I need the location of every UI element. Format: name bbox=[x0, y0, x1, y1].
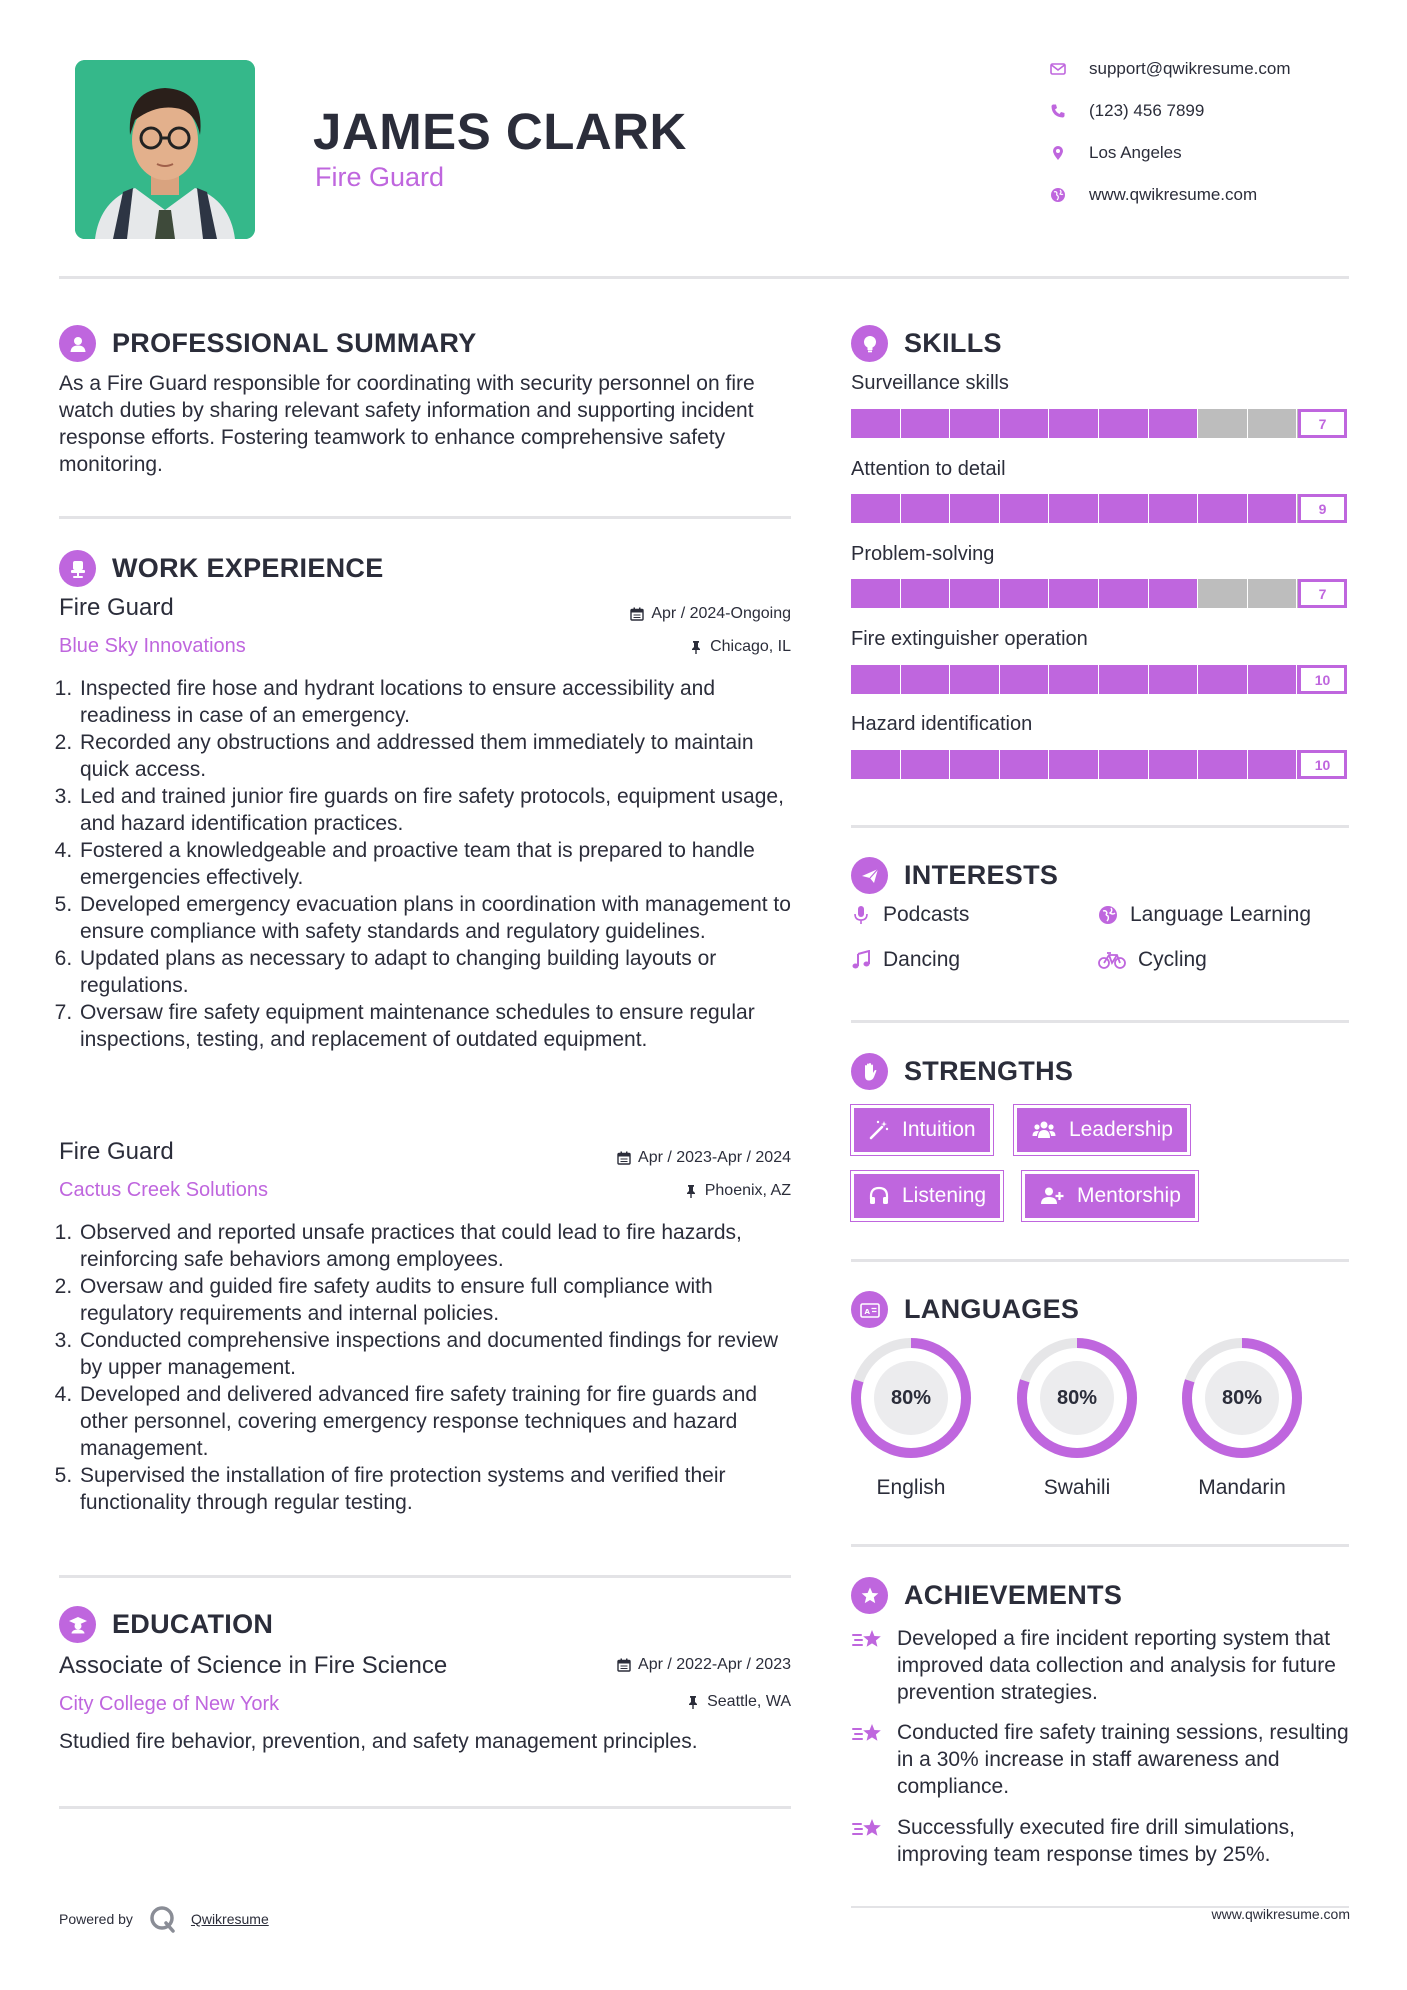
interests-heading: INTERESTS bbox=[904, 860, 1059, 890]
experience-divider bbox=[59, 1575, 791, 1578]
skill-label: Fire extinguisher operation bbox=[851, 628, 1088, 650]
skill-bar-segment bbox=[1000, 579, 1050, 608]
achievement-item bbox=[851, 1625, 1351, 1706]
job-1-location bbox=[689, 638, 791, 656]
summary-text: As a Fire Guard responsible for coordinating with security personnel on fire watch duties by sharing relevant safety information and supporting incident response efforts. Fostering teamwork to enhance comprehensive safety monitoring. bbox=[59, 372, 755, 476]
skill-bar-segment bbox=[1099, 750, 1149, 779]
strengths-divider bbox=[851, 1259, 1349, 1262]
job-2-title: Fire Guard bbox=[59, 1138, 174, 1165]
education-dates-text: Apr / 2022-Apr / 2023 bbox=[638, 1656, 791, 1673]
contact-phone[interactable] bbox=[1050, 96, 1204, 126]
skill-value: 9 bbox=[1298, 494, 1347, 523]
language-swahili bbox=[1015, 1336, 1139, 1499]
skill-bar-segment bbox=[950, 579, 1000, 608]
skills-heading: SKILLS bbox=[904, 328, 1002, 358]
education-location-text: Seattle, WA bbox=[707, 1693, 791, 1710]
skill-bar-segment bbox=[901, 665, 951, 694]
skill-bar-segment bbox=[1149, 409, 1199, 438]
users-icon bbox=[1031, 1119, 1057, 1141]
job-1-bullet: 7. Oversaw fire safety equipment maintenance schedules to ensure regular inspections, testing, and replacement of outdated equipment. bbox=[78, 999, 798, 1053]
job-2-bullet: 3. Conducted comprehensive inspections and documented findings for review by upper management. bbox=[78, 1327, 798, 1381]
job-1-bullet: 5. Developed emergency evacuation plans in coordination with management to ensure compliance with safety standards and regulatory guidelines. bbox=[78, 891, 798, 945]
strength-listening bbox=[851, 1171, 1003, 1221]
section-languages bbox=[851, 1291, 1079, 1328]
globe-icon bbox=[1098, 905, 1118, 925]
skill-bar bbox=[851, 579, 1347, 608]
experience-heading: WORK EXPERIENCE bbox=[112, 553, 384, 583]
strengths-heading: STRENGTHS bbox=[904, 1056, 1074, 1086]
candidate-role: Fire Guard bbox=[315, 162, 445, 192]
summary-heading: PROFESSIONAL SUMMARY bbox=[112, 328, 477, 358]
strength-intuition bbox=[851, 1105, 993, 1155]
education-location bbox=[686, 1693, 791, 1711]
job-1-bullet: 3. Led and trained junior fire guards on fire safety protocols, equipment usage, and hazard identification practices. bbox=[78, 783, 798, 837]
music-note-icon bbox=[851, 950, 871, 970]
interest-label: Language Learning bbox=[1130, 903, 1312, 926]
skill-bar-segment bbox=[1198, 494, 1248, 523]
interest-cycling bbox=[1098, 948, 1207, 972]
job-2-dates bbox=[617, 1149, 791, 1167]
contact-email[interactable] bbox=[1050, 54, 1291, 84]
education-degree: Associate of Science in Fire Science bbox=[59, 1652, 448, 1679]
office-chair-icon bbox=[59, 550, 96, 587]
skill-bar-segment bbox=[851, 409, 901, 438]
skill-bar-segment bbox=[1198, 409, 1248, 438]
achievements-heading: ACHIEVEMENTS bbox=[904, 1580, 1123, 1610]
powered-by-text: Powered by bbox=[59, 1911, 133, 1927]
strength-label: Listening bbox=[902, 1184, 987, 1207]
skill-bar-segment bbox=[901, 409, 951, 438]
skill-value: 10 bbox=[1298, 665, 1347, 694]
skill-bar-segment bbox=[1000, 665, 1050, 694]
paper-plane-icon bbox=[851, 857, 888, 894]
job-2-dates-text: Apr / 2023-Apr / 2024 bbox=[638, 1149, 791, 1166]
languages-divider bbox=[851, 1544, 1349, 1547]
skill-bar-segment bbox=[851, 579, 901, 608]
education-school: City College of New York bbox=[59, 1693, 280, 1715]
skill-bar-segment bbox=[1099, 494, 1149, 523]
job-1-bullets bbox=[58, 675, 798, 1053]
skill-bar-segment bbox=[1000, 494, 1050, 523]
section-interests bbox=[851, 857, 1058, 894]
strength-label: Leadership bbox=[1069, 1118, 1173, 1141]
job-1-title: Fire Guard bbox=[59, 594, 174, 621]
job-1-bullet: 2. Recorded any obstructions and addressed them immediately to maintain quick access. bbox=[78, 729, 798, 783]
language-mandarin bbox=[1180, 1336, 1304, 1499]
interest-podcasts bbox=[851, 903, 969, 927]
magic-wand-icon bbox=[868, 1119, 890, 1141]
achievement-item bbox=[851, 1814, 1351, 1868]
job-2-location bbox=[684, 1182, 791, 1200]
language-name: Mandarin bbox=[1198, 1476, 1286, 1499]
contact-email-text: support@qwikresume.com bbox=[1089, 59, 1291, 78]
strength-leadership bbox=[1014, 1105, 1190, 1155]
skill-bar bbox=[851, 750, 1347, 779]
skill-bar-segment bbox=[1198, 750, 1248, 779]
powered-by bbox=[59, 1904, 269, 1934]
skill-bar bbox=[851, 665, 1347, 694]
skill-bar-segment bbox=[1248, 579, 1298, 608]
skill-bar-segment bbox=[1248, 750, 1298, 779]
summary-divider bbox=[59, 516, 791, 519]
pushpin-icon bbox=[684, 1184, 698, 1198]
job-2-bullet: 5. Supervised the installation of fire protection systems and verified their functionality through regular testing. bbox=[78, 1462, 798, 1516]
skill-bar-segment bbox=[851, 665, 901, 694]
achievement-text: Conducted fire safety training sessions, resulting in a 30% increase in staff awareness and compliance. bbox=[897, 1721, 1349, 1798]
skill-bar-segment bbox=[1000, 750, 1050, 779]
user-plus-icon bbox=[1039, 1185, 1065, 1207]
section-skills bbox=[851, 325, 1002, 362]
skill-bar-segment bbox=[1149, 750, 1199, 779]
language-name: English bbox=[876, 1476, 946, 1499]
interest-label: Dancing bbox=[883, 948, 961, 971]
user-icon bbox=[59, 325, 96, 362]
interest-label: Podcasts bbox=[883, 903, 970, 926]
shooting-star-icon bbox=[851, 1816, 885, 1844]
skill-bar-segment bbox=[1000, 409, 1050, 438]
section-professional-summary bbox=[59, 325, 477, 362]
skills-divider bbox=[851, 825, 1349, 828]
lightbulb-icon bbox=[851, 325, 888, 362]
education-description: Studied fire behavior, prevention, and safety management principles. bbox=[59, 1730, 698, 1753]
bicycle-icon bbox=[1098, 950, 1126, 970]
section-strengths bbox=[851, 1053, 1073, 1090]
language-name: Swahili bbox=[1043, 1476, 1111, 1499]
skill-bar-segment bbox=[1099, 409, 1149, 438]
job-2-bullets bbox=[58, 1219, 798, 1516]
headphones-icon bbox=[868, 1185, 890, 1207]
section-achievements bbox=[851, 1577, 1122, 1614]
skill-bar-segment bbox=[1248, 665, 1298, 694]
contact-phone-text: (123) 456 7899 bbox=[1089, 101, 1205, 120]
calendar-icon bbox=[630, 607, 644, 621]
section-education bbox=[59, 1606, 273, 1643]
profile-photo bbox=[75, 60, 255, 239]
skill-label: Surveillance skills bbox=[851, 372, 1009, 394]
skill-bar-segment bbox=[901, 579, 951, 608]
phone-icon bbox=[1050, 103, 1066, 119]
skill-bar-segment bbox=[1049, 665, 1099, 694]
section-work-experience bbox=[59, 550, 384, 587]
achievement-text: Successfully executed fire drill simulations, improving team response times by 25%. bbox=[897, 1816, 1295, 1866]
skill-bar bbox=[851, 494, 1347, 523]
skill-bar-segment bbox=[901, 750, 951, 779]
skill-bar-segment bbox=[950, 750, 1000, 779]
job-1-dates bbox=[630, 605, 791, 623]
language-percent: 80% bbox=[890, 1386, 932, 1409]
skill-bar-segment bbox=[1049, 409, 1099, 438]
email-icon bbox=[1050, 61, 1066, 77]
job-1-location-text: Chicago, IL bbox=[710, 638, 791, 655]
strength-label: Intuition bbox=[902, 1118, 976, 1141]
interest-dancing bbox=[851, 948, 960, 972]
strength-mentorship bbox=[1022, 1171, 1198, 1221]
job-2-bullet: 1. Observed and reported unsafe practices that could lead to fire hazards, reinforcing safe behaviors among employees. bbox=[78, 1219, 798, 1273]
job-1-dates-text: Apr / 2024-Ongoing bbox=[651, 605, 791, 622]
qwikresume-link[interactable]: Qwikresume bbox=[190, 1911, 269, 1927]
portrait-image bbox=[75, 60, 255, 239]
pushpin-icon bbox=[689, 640, 703, 654]
language-card-icon bbox=[851, 1291, 888, 1328]
job-2-bullet: 2. Oversaw and guided fire safety audits to ensure full compliance with regulatory requirements and internal policies. bbox=[78, 1273, 798, 1327]
skill-value: 7 bbox=[1298, 409, 1347, 438]
contact-website[interactable] bbox=[1050, 180, 1257, 210]
microphone-icon bbox=[851, 905, 871, 925]
globe-icon bbox=[1050, 187, 1066, 203]
skill-label: Problem-solving bbox=[851, 543, 995, 565]
svg-text:A: A bbox=[864, 1307, 870, 1316]
job-2-bullet: 4. Developed and delivered advanced fire safety training for fire guards and other personnel, covering emergency response techniques and hazard management. bbox=[78, 1381, 798, 1462]
skill-label: Attention to detail bbox=[851, 458, 1006, 480]
contact-location bbox=[1050, 138, 1182, 168]
language-percent: 80% bbox=[1056, 1386, 1098, 1409]
skill-bar-segment bbox=[1149, 665, 1199, 694]
interest-label: Cycling bbox=[1138, 948, 1207, 971]
language-english bbox=[849, 1336, 973, 1499]
skill-value: 10 bbox=[1298, 750, 1347, 779]
skill-bar-segment bbox=[1099, 665, 1149, 694]
strength-label: Mentorship bbox=[1077, 1184, 1181, 1207]
skill-bar-segment bbox=[1099, 579, 1149, 608]
star-badge-icon bbox=[851, 1577, 888, 1614]
job-1-company: Blue Sky Innovations bbox=[59, 635, 246, 657]
education-divider bbox=[59, 1806, 791, 1809]
achievement-item bbox=[851, 1719, 1351, 1800]
skill-bar-segment bbox=[1198, 665, 1248, 694]
calendar-icon bbox=[617, 1151, 631, 1165]
achievement-text: Developed a fire incident reporting system that improved data collection and analysis for future prevention strategies. bbox=[897, 1627, 1336, 1704]
skill-bar-segment bbox=[851, 750, 901, 779]
skill-bar-segment bbox=[1049, 750, 1099, 779]
job-2-company: Cactus Creek Solutions bbox=[59, 1179, 268, 1201]
education-heading: EDUCATION bbox=[112, 1609, 274, 1639]
skill-bar-segment bbox=[1049, 494, 1099, 523]
skill-value: 7 bbox=[1298, 579, 1347, 608]
skill-bar-segment bbox=[1198, 579, 1248, 608]
skill-bar-segment bbox=[950, 409, 1000, 438]
skill-bar-segment bbox=[1248, 494, 1298, 523]
qwikresume-logo-icon bbox=[147, 1904, 177, 1934]
skill-bar-segment bbox=[1049, 579, 1099, 608]
job-1-bullet: 1. Inspected fire hose and hydrant locations to ensure accessibility and readiness in case of an emergency. bbox=[78, 675, 798, 729]
interests-divider bbox=[851, 1020, 1349, 1023]
skill-bar-segment bbox=[950, 665, 1000, 694]
languages-heading: LANGUAGES bbox=[904, 1294, 1080, 1324]
shooting-star-icon bbox=[851, 1627, 885, 1655]
education-dates bbox=[617, 1656, 791, 1674]
contact-location-text: Los Angeles bbox=[1089, 143, 1182, 162]
footer-url[interactable]: www.qwikresume.com bbox=[1211, 1906, 1350, 1922]
interest-language-learning bbox=[1098, 903, 1311, 927]
job-1-bullet: 6. Updated plans as necessary to adapt to changing building layouts or regulations. bbox=[78, 945, 798, 999]
skill-bar-segment bbox=[1149, 579, 1199, 608]
job-2-location-text: Phoenix, AZ bbox=[704, 1182, 791, 1199]
shooting-star-icon bbox=[851, 1721, 885, 1749]
skill-bar-segment bbox=[950, 494, 1000, 523]
skill-label: Hazard identification bbox=[851, 713, 1033, 735]
skill-bar-segment bbox=[1149, 494, 1199, 523]
candidate-name: JAMES CLARK bbox=[313, 103, 687, 160]
skill-bar bbox=[851, 409, 1347, 438]
graduate-icon bbox=[59, 1606, 96, 1643]
raised-hand-icon bbox=[851, 1053, 888, 1090]
skill-bar-segment bbox=[851, 494, 901, 523]
header-divider bbox=[59, 276, 1349, 279]
skill-bar-segment bbox=[1248, 409, 1298, 438]
skill-bar-segment bbox=[901, 494, 951, 523]
job-1-bullet: 4. Fostered a knowledgeable and proactive team that is prepared to handle emergencies effectively. bbox=[78, 837, 798, 891]
language-percent: 80% bbox=[1221, 1386, 1263, 1409]
pushpin-icon bbox=[686, 1695, 700, 1709]
location-pin-icon bbox=[1050, 145, 1066, 161]
calendar-icon bbox=[617, 1658, 631, 1672]
contact-website-text: www.qwikresume.com bbox=[1089, 185, 1258, 204]
